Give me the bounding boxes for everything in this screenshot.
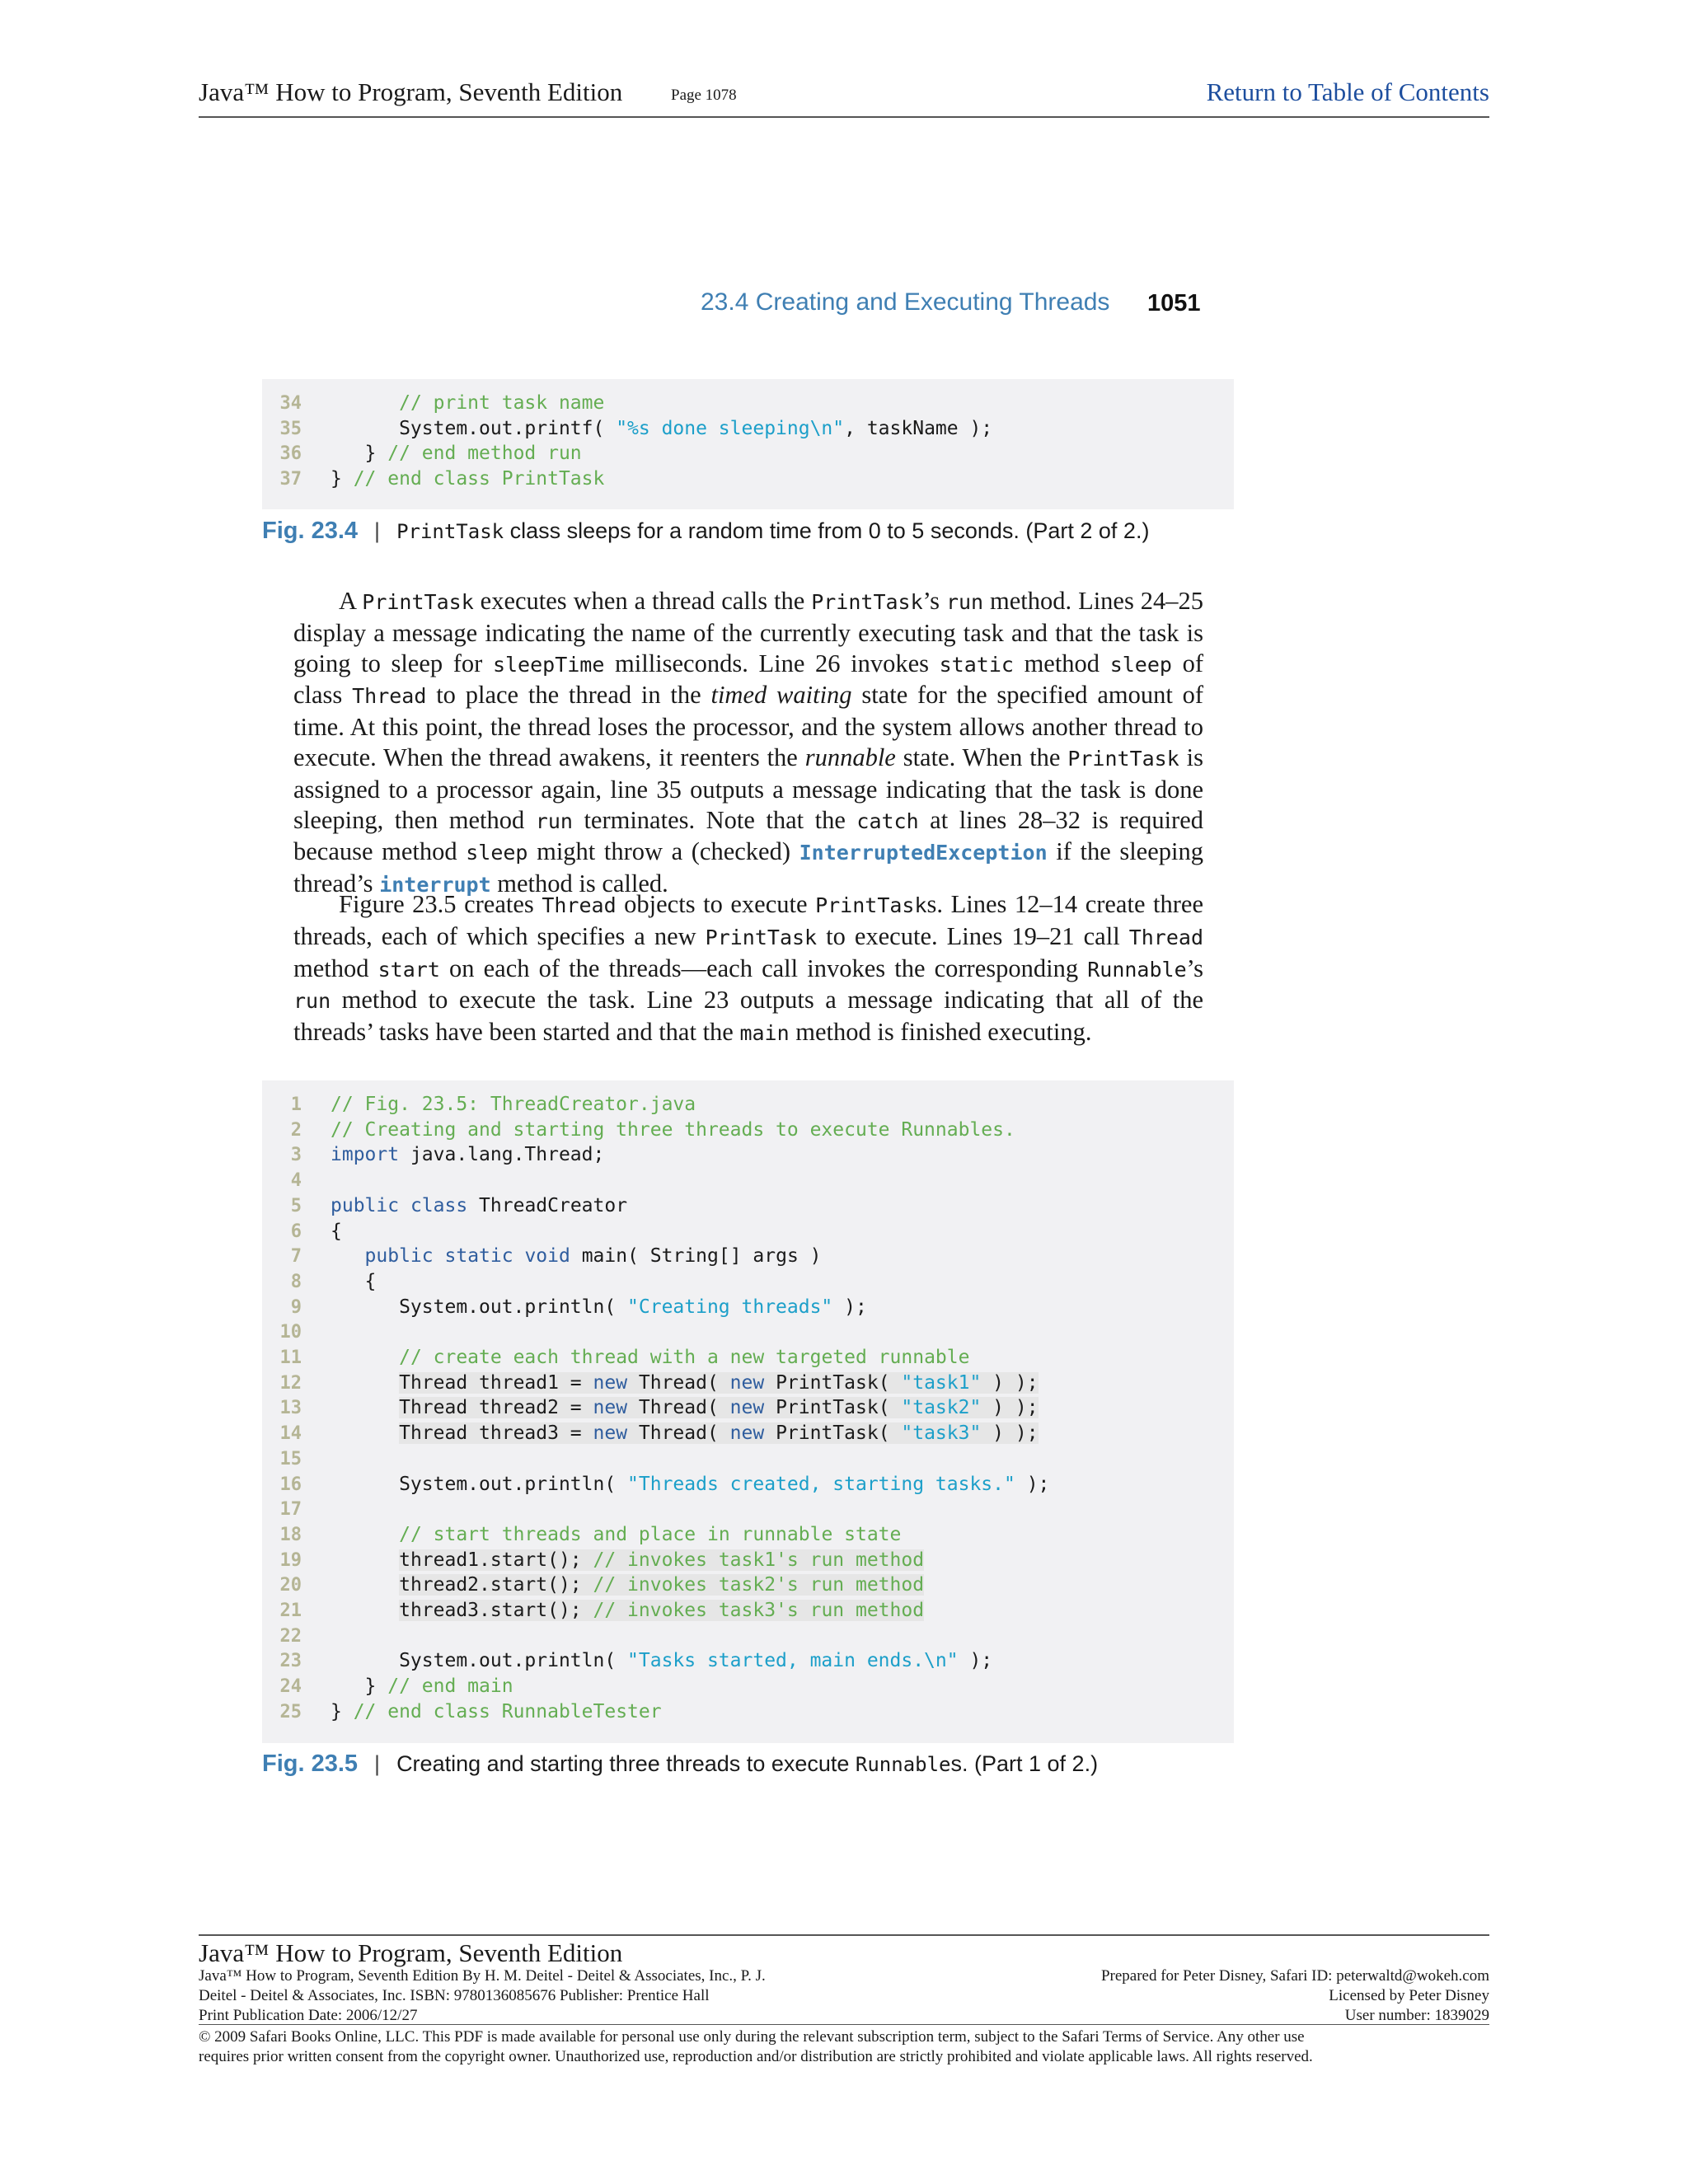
inline-code: start — [377, 957, 440, 982]
caption-code: PrintTask — [396, 520, 504, 543]
code-line — [262, 1118, 1234, 1143]
page-number: 1051 — [1147, 290, 1201, 316]
code-listing-thread-creator — [262, 1080, 1234, 1743]
copyright-line: requires prior written consent from the copyright owner. Unauthorized use, reproduction and/or distribution are strictly prohibited and violate applicable laws. All rights reserved. — [199, 2048, 1313, 2065]
code-text: public static void main( String[] args ) — [364, 1245, 822, 1268]
inline-code: PrintTask — [362, 590, 474, 614]
footer-info-line: Print Publication Date: 2006/12/27 — [199, 2007, 418, 2024]
code-text: // start threads and place in runnable state — [399, 1523, 902, 1545]
line-number: 11 — [279, 1347, 302, 1368]
line-number: 25 — [279, 1701, 302, 1722]
code-line — [262, 1572, 1234, 1598]
code-line — [262, 1219, 1234, 1244]
code-text: { — [331, 1270, 377, 1292]
line-number: 10 — [279, 1322, 302, 1343]
code-line — [262, 1193, 1234, 1219]
footer-license-line: Prepared for Peter Disney, Safari ID: peterwaltd@wokeh.com — [1100, 1967, 1489, 1985]
inline-code: sleepTime — [492, 652, 605, 677]
code-line — [262, 1548, 1234, 1573]
inline-code: sleep — [1109, 652, 1172, 677]
line-number: 4 — [290, 1170, 302, 1192]
body-paragraph-1: A PrintTask executes when a thread calls the PrintTask’s run method. Lines 24–25 display a message indicating the name of the currently executing task and that the task is going to sleep for sleepTime milliseconds. Line 26 invokes static method sleep of class Thread to place the thread in the timed waiting state for the specified amount of time. At this point, the thread loses the processor, and the system allows another thread to execute. When the thread awakens, it reenters the runnable state. When the PrintTask is assigned to a processor again, line 35 outputs a message indicating that the task is done sleeping, then method run terminates. Note that the catch at lines 28–32 is required because method sleep might throw a (checked) InterruptedException if the sleeping thread’s interrupt method is called. — [293, 587, 1204, 898]
code-text: } // end main — [331, 1675, 513, 1698]
code-line — [262, 1624, 1234, 1649]
code-line — [262, 1472, 1234, 1497]
line-number: 1 — [290, 1094, 302, 1115]
line-number: 15 — [279, 1448, 302, 1469]
code-text: } // end class PrintTask — [331, 468, 605, 490]
inline-code: PrintTask — [705, 925, 818, 949]
inline-code: Thread — [542, 893, 617, 917]
code-text: System.out.println( "Tasks started, main ends.\n" ); — [331, 1650, 993, 1672]
line-number: 24 — [279, 1676, 302, 1698]
line-number: 21 — [279, 1601, 302, 1621]
inline-code: Thread — [352, 684, 427, 709]
line-number: 35 — [279, 418, 302, 439]
line-number: 14 — [279, 1423, 302, 1445]
line-number: 8 — [290, 1271, 302, 1292]
caption-separator-2: | — [374, 1751, 381, 1776]
code-text: } // end method run — [331, 443, 582, 465]
line-number: 2 — [290, 1119, 302, 1141]
code-line — [262, 1421, 1234, 1446]
code-line — [262, 1598, 1234, 1624]
header-divider — [199, 116, 1489, 118]
line-number: 13 — [279, 1398, 302, 1419]
toc-link[interactable]: Return to Table of Contents — [1206, 77, 1489, 106]
code-listing-part2 — [262, 379, 1234, 509]
inline-code: sleep — [466, 841, 528, 865]
code-text — [331, 1572, 924, 1598]
inline-code: static — [939, 652, 1014, 677]
code-text: // Fig. 23.5: ThreadCreator.java — [331, 1094, 696, 1115]
line-number: 36 — [279, 443, 302, 465]
copyright-line: © 2009 Safari Books Online, LLC. This PDF is made available for personal use only during the relevant subscription term, subject to the Safari Terms of Service. Any other use — [199, 2028, 1305, 2046]
line-number: 9 — [290, 1296, 302, 1318]
line-number: 7 — [290, 1246, 302, 1268]
footer-license-line: User number: 1839029 — [1344, 2007, 1489, 2024]
code-line — [262, 1244, 1234, 1269]
inline-code-keyword: InterruptedException — [799, 841, 1048, 865]
line-number: 22 — [279, 1625, 302, 1647]
code-text — [331, 1421, 1039, 1446]
inline-code: Runnable — [1087, 957, 1187, 982]
code-line — [262, 1371, 1234, 1396]
code-line — [262, 1142, 1234, 1168]
footer-rule — [199, 2024, 1489, 2025]
code-line — [262, 1648, 1234, 1674]
inline-code: run — [293, 989, 331, 1014]
line-number: 18 — [279, 1524, 302, 1545]
section-heading: 23.4 Creating and Executing Threads — [701, 288, 1110, 316]
line-number: 20 — [279, 1575, 302, 1596]
code-line — [262, 1269, 1234, 1295]
code-text: System.out.printf( "%s done sleeping\n", taskName ); — [331, 417, 993, 439]
inline-code: PrintTask — [811, 590, 923, 614]
line-number: 5 — [290, 1195, 302, 1216]
line-number: 19 — [279, 1549, 302, 1571]
figure-label: Fig. 23.4 — [262, 518, 359, 544]
code-text: System.out.println( "Threads created, starting tasks." ); — [331, 1473, 1050, 1495]
inline-code: PrintTask — [815, 893, 927, 917]
inline-code: run — [945, 590, 984, 614]
code-line — [262, 1092, 1234, 1118]
highlighted-code: Thread thread1 = new Thread( new PrintTask( "task1" ) ); — [399, 1371, 1039, 1394]
emphasis: timed waiting — [710, 681, 852, 710]
code-line — [262, 441, 1234, 466]
caption-code-2: Runnable — [855, 1753, 951, 1776]
code-text: } // end class RunnableTester — [331, 1700, 662, 1722]
code-text: import java.lang.Thread; — [331, 1144, 605, 1166]
footer-info-line: Deitel - Deitel & Associates, Inc. ISBN: 9780136085676 Publisher: Prentice Hall — [199, 1987, 710, 2004]
caption-text: class sleeps for a random time from 0 to 5 seconds. (Part 2 of 2.) — [504, 518, 1150, 543]
book-title: Java™ How to Program, Seventh Edition — [199, 77, 623, 106]
code-line — [262, 1522, 1234, 1548]
code-text: { — [331, 1220, 342, 1242]
footer-divider — [199, 1934, 1489, 1936]
code-line — [262, 1674, 1234, 1699]
inline-code: PrintTask — [1067, 746, 1179, 771]
code-text: // print task name — [399, 392, 605, 414]
inline-code: run — [535, 808, 573, 833]
highlighted-code: Thread thread3 = new Thread( new PrintTask( "task3" ) ); — [399, 1422, 1039, 1445]
code-text — [331, 1395, 1039, 1421]
highlighted-code: thread3.start(); // invokes task3's run method — [399, 1600, 925, 1621]
code-line — [262, 1446, 1234, 1472]
code-text: System.out.println( "Creating threads" ); — [331, 1296, 867, 1318]
code-line — [262, 1497, 1234, 1522]
line-number: 3 — [290, 1145, 302, 1166]
emphasis: runnable — [804, 743, 896, 771]
inline-code: Thread — [1128, 925, 1203, 949]
figure-caption-2 — [262, 1750, 1098, 1778]
caption-separator: | — [374, 518, 381, 543]
highlighted-code: thread2.start(); // invokes task2's run method — [399, 1574, 925, 1596]
code-line — [262, 1319, 1234, 1345]
line-number: 17 — [279, 1499, 302, 1521]
code-text — [331, 1598, 924, 1624]
code-line — [262, 1699, 1234, 1725]
body-paragraph-2: Figure 23.5 creates Thread objects to execute PrintTasks. Lines 12–14 create three threads, each of which specifies a new PrintTask to execute. Lines 19–21 call Thread method start on each of the threads—each call invokes the corresponding Runnable’s run method to execute the task. Line 23 outputs a message indicating that all of the threads’ tasks have been started and that the main method is finished executing. — [293, 890, 1203, 1047]
code-line — [262, 1395, 1234, 1421]
code-line — [262, 466, 1234, 492]
inline-code: catch — [856, 808, 919, 833]
inline-code: main — [739, 1021, 790, 1046]
line-number: 16 — [279, 1474, 302, 1495]
code-line — [262, 1345, 1234, 1371]
caption-text-before: Creating and starting three threads to execute — [396, 1751, 856, 1776]
footer-license-line: Licensed by Peter Disney — [1329, 1987, 1489, 2004]
line-number: 23 — [279, 1651, 302, 1672]
code-text: // create each thread with a new targeted runnable — [399, 1347, 970, 1368]
code-line — [262, 391, 1234, 416]
code-line — [262, 1168, 1234, 1193]
code-text: public class ThreadCreator — [331, 1194, 628, 1216]
line-number: 6 — [290, 1221, 302, 1242]
code-line — [262, 1295, 1234, 1320]
page-label: Page 1078 — [671, 87, 737, 104]
highlighted-code: thread1.start(); // invokes task1's run method — [399, 1549, 925, 1571]
figure-label-2: Fig. 23.5 — [262, 1750, 359, 1777]
caption-text-after: s. (Part 1 of 2.) — [950, 1751, 1099, 1776]
line-number: 37 — [279, 469, 302, 490]
code-line — [262, 416, 1234, 442]
inline-code-keyword: interrupt — [379, 873, 491, 898]
line-number: 12 — [279, 1372, 302, 1394]
highlighted-code: Thread thread2 = new Thread( new PrintTask( "task2" ) ); — [399, 1397, 1039, 1419]
code-text — [331, 1371, 1039, 1396]
footer-title: Java™ How to Program, Seventh Edition — [199, 1938, 623, 1967]
code-text — [331, 1548, 924, 1573]
footer-info-line: Java™ How to Program, Seventh Edition By H. M. Deitel - Deitel & Associates, Inc., P. J. — [199, 1967, 766, 1985]
line-number: 34 — [279, 393, 302, 414]
figure-caption — [262, 518, 1149, 545]
code-text: // Creating and starting three threads to execute Runnables. — [331, 1118, 1015, 1141]
